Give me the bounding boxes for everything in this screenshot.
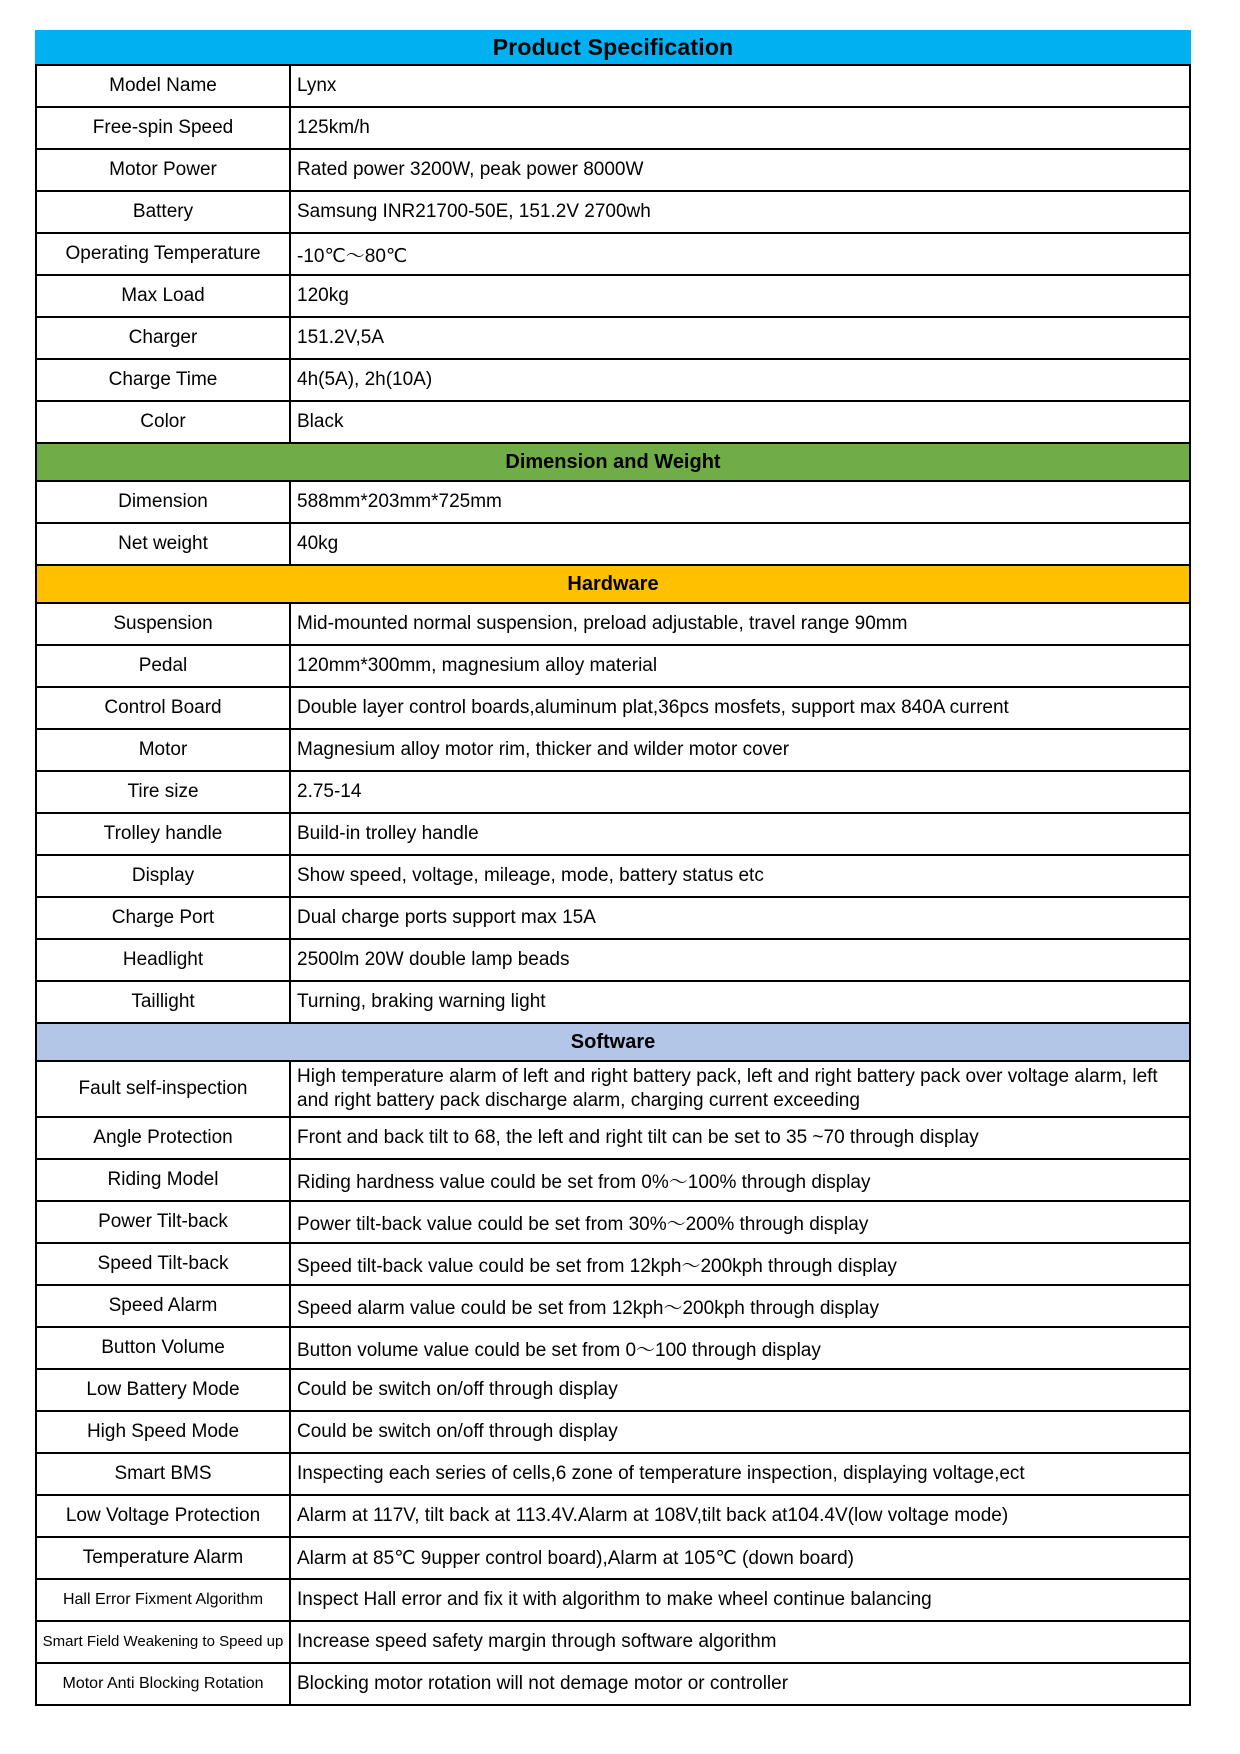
- spec-value: Rated power 3200W, peak power 8000W: [290, 149, 1190, 191]
- spec-row: [36, 523, 1190, 565]
- spec-row: [36, 1061, 1190, 1117]
- spec-row: [36, 897, 1190, 939]
- spec-row: [36, 729, 1190, 771]
- spec-value: Samsung INR21700-50E, 151.2V 2700wh: [290, 191, 1190, 233]
- section-header: Dimension and Weight: [36, 443, 1190, 481]
- spec-label: Smart BMS: [36, 1453, 290, 1495]
- spec-value: Inspect Hall error and fix it with algorithm to make wheel continue balancing: [290, 1579, 1190, 1621]
- spec-label: Free-spin Speed: [36, 107, 290, 149]
- spec-row: [36, 603, 1190, 645]
- spec-row: [36, 1201, 1190, 1243]
- spec-label: Speed Tilt-back: [36, 1243, 290, 1285]
- spec-label: Temperature Alarm: [36, 1537, 290, 1579]
- spec-row: [36, 481, 1190, 523]
- spec-label: Low Battery Mode: [36, 1369, 290, 1411]
- spec-label: Taillight: [36, 981, 290, 1023]
- spec-sheet: [35, 30, 1191, 1706]
- spec-value: 151.2V,5A: [290, 317, 1190, 359]
- spec-row: [36, 771, 1190, 813]
- section-header: Hardware: [36, 565, 1190, 603]
- spec-value: Front and back tilt to 68, the left and right tilt can be set to 35 ~70 through display: [290, 1117, 1190, 1159]
- spec-row: [36, 1495, 1190, 1537]
- spec-value: Dual charge ports support max 15A: [290, 897, 1190, 939]
- spec-label: Charger: [36, 317, 290, 359]
- spec-value: High temperature alarm of left and right battery pack, left and right battery pack over voltage alarm, left and right battery pack discharge alarm, charging current exceeding: [290, 1061, 1190, 1117]
- spec-value: 2.75-14: [290, 771, 1190, 813]
- spec-label: Control Board: [36, 687, 290, 729]
- spec-label: Operating Temperature: [36, 233, 290, 275]
- spec-row: [36, 1117, 1190, 1159]
- spec-row: [36, 275, 1190, 317]
- spec-row: [36, 191, 1190, 233]
- spec-row: [36, 939, 1190, 981]
- spec-value: Alarm at 117V, tilt back at 113.4V.Alarm at 108V,tilt back at104.4V(low voltage mode): [290, 1495, 1190, 1537]
- section-header-row: [36, 443, 1190, 481]
- spec-value: Speed alarm value could be set from 12kph～200kph through display: [290, 1285, 1190, 1327]
- spec-label: High Speed Mode: [36, 1411, 290, 1453]
- spec-label: Charge Time: [36, 359, 290, 401]
- spec-label: Pedal: [36, 645, 290, 687]
- spec-row: [36, 1663, 1190, 1705]
- spec-row: [36, 1243, 1190, 1285]
- spec-label: Motor: [36, 729, 290, 771]
- spec-row: [36, 981, 1190, 1023]
- spec-value: Turning, braking warning light: [290, 981, 1190, 1023]
- spec-row: [36, 645, 1190, 687]
- spec-row: [36, 1453, 1190, 1495]
- spec-row: [36, 1621, 1190, 1663]
- spec-label: Battery: [36, 191, 290, 233]
- spec-value: Double layer control boards,aluminum plat,36pcs mosfets, support max 840A current: [290, 687, 1190, 729]
- spec-row: [36, 65, 1190, 107]
- spec-value: Speed tilt-back value could be set from 12kph～200kph through display: [290, 1243, 1190, 1285]
- spec-value: Inspecting each series of cells,6 zone of temperature inspection, displaying voltage,ect: [290, 1453, 1190, 1495]
- spec-value: Button volume value could be set from 0～100 through display: [290, 1327, 1190, 1369]
- spec-label: Suspension: [36, 603, 290, 645]
- spec-value: 4h(5A), 2h(10A): [290, 359, 1190, 401]
- spec-row: [36, 317, 1190, 359]
- spec-value: Increase speed safety margin through software algorithm: [290, 1621, 1190, 1663]
- spec-value: 120kg: [290, 275, 1190, 317]
- spec-label: Riding Model: [36, 1159, 290, 1201]
- spec-label: Fault self-inspection: [36, 1061, 290, 1117]
- spec-row: [36, 813, 1190, 855]
- product-spec-table: [35, 64, 1191, 1706]
- spec-row: [36, 149, 1190, 191]
- spec-value: Alarm at 85℃ 9upper control board),Alarm at 105℃ (down board): [290, 1537, 1190, 1579]
- spec-value: 120mm*300mm, magnesium alloy material: [290, 645, 1190, 687]
- spec-label: Angle Protection: [36, 1117, 290, 1159]
- spec-row: [36, 401, 1190, 443]
- spec-label: Headlight: [36, 939, 290, 981]
- spec-value: Could be switch on/off through display: [290, 1411, 1190, 1453]
- spec-value: Could be switch on/off through display: [290, 1369, 1190, 1411]
- spec-row: [36, 687, 1190, 729]
- section-header-row: [36, 565, 1190, 603]
- spec-value: 125km/h: [290, 107, 1190, 149]
- spec-label: Speed Alarm: [36, 1285, 290, 1327]
- spec-value: Magnesium alloy motor rim, thicker and wilder motor cover: [290, 729, 1190, 771]
- spec-row: [36, 1537, 1190, 1579]
- spec-row: [36, 1369, 1190, 1411]
- spec-row: [36, 1411, 1190, 1453]
- spec-label: Smart Field Weakening to Speed up: [36, 1621, 290, 1663]
- spec-value: 588mm*203mm*725mm: [290, 481, 1190, 523]
- spec-row: [36, 1285, 1190, 1327]
- spec-row: [36, 1579, 1190, 1621]
- spec-label: Power Tilt-back: [36, 1201, 290, 1243]
- spec-value: 2500lm 20W double lamp beads: [290, 939, 1190, 981]
- spec-value: Lynx: [290, 65, 1190, 107]
- spec-row: [36, 107, 1190, 149]
- section-header: Software: [36, 1023, 1190, 1061]
- spec-label: Motor Anti Blocking Rotation: [36, 1663, 290, 1705]
- spec-label: Trolley handle: [36, 813, 290, 855]
- spec-row: [36, 1327, 1190, 1369]
- spec-row: [36, 1159, 1190, 1201]
- spec-value: 40kg: [290, 523, 1190, 565]
- spec-value: Power tilt-back value could be set from 30%～200% through display: [290, 1201, 1190, 1243]
- spec-value: Riding hardness value could be set from 0%～100% through display: [290, 1159, 1190, 1201]
- spec-label: Model Name: [36, 65, 290, 107]
- spec-label: Low Voltage Protection: [36, 1495, 290, 1537]
- spec-value: Build-in trolley handle: [290, 813, 1190, 855]
- spec-row: [36, 233, 1190, 275]
- spec-label: Net weight: [36, 523, 290, 565]
- spec-value: Blocking motor rotation will not demage motor or controller: [290, 1663, 1190, 1705]
- spec-value: Show speed, voltage, mileage, mode, battery status etc: [290, 855, 1190, 897]
- spec-row: [36, 359, 1190, 401]
- spec-label: Display: [36, 855, 290, 897]
- spec-label: Button Volume: [36, 1327, 290, 1369]
- page-title: Product Specification: [35, 30, 1191, 64]
- spec-label: Motor Power: [36, 149, 290, 191]
- spec-label: Color: [36, 401, 290, 443]
- spec-label: Charge Port: [36, 897, 290, 939]
- spec-label: Tire size: [36, 771, 290, 813]
- spec-value: Mid-mounted normal suspension, preload adjustable, travel range 90mm: [290, 603, 1190, 645]
- spec-label: Max Load: [36, 275, 290, 317]
- spec-row: [36, 855, 1190, 897]
- spec-value: Black: [290, 401, 1190, 443]
- spec-value: -10℃～80℃: [290, 233, 1190, 275]
- section-header-row: [36, 1023, 1190, 1061]
- spec-label: Hall Error Fixment Algorithm: [36, 1579, 290, 1621]
- spec-label: Dimension: [36, 481, 290, 523]
